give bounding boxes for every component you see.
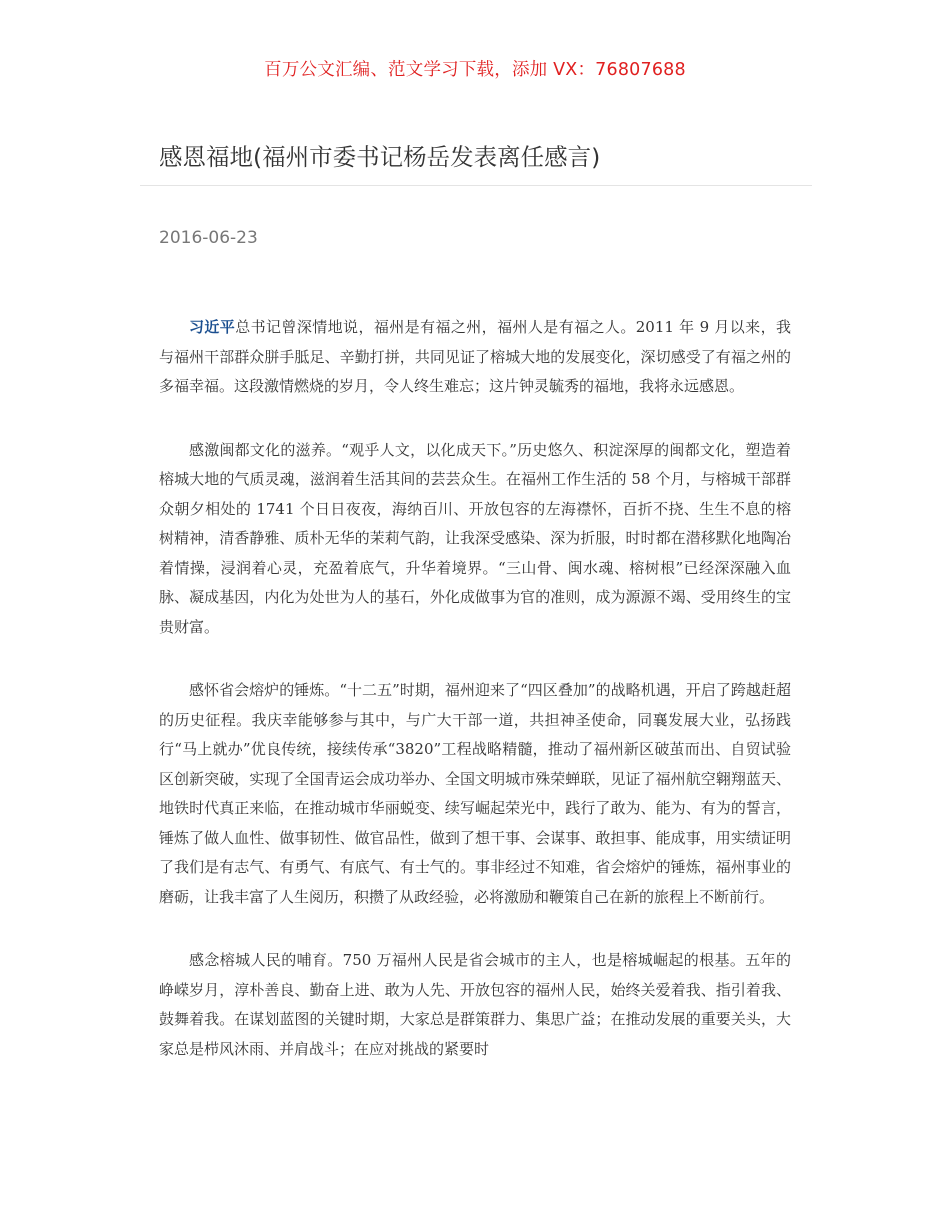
publish-date: 2016-06-23	[159, 228, 258, 248]
person-name-link[interactable]: 习近平	[189, 318, 236, 336]
paragraph-2: 感激闽都文化的滋养。“观乎人文，以化成天下。”历史悠久、积淀深厚的闽都文化，塑造着榕城大地的气质灵魂，滋润着生活其间的芸芸众生。在福州工作生活的 58 个月，与榕城干部群众朝夕相处的 1741 个日日夜夜，海纳百川、开放包容的左海襟怀，百折不挠、生生不息的榕树精神，清香静雅、质朴无华的茉莉气韵，让我深受感染、深为折服，时时都在潜移默化地陶冶着情操，浸润着心灵，充盈着底气，升华着境界。“三山骨、闽水魂、榕树根”已经深深融入血脉、凝成基因，内化为处世为人的基石，外化成做事为官的准则，成为源源不竭、受用终生的宝贵财富。	[159, 440, 791, 636]
paragraph-1-text: 总书记曾深情地说，福州是有福之州，福州人是有福之人。2011 年 9 月以来，我与福州干部群众胼手胝足、辛勤打拼，共同见证了榕城大地的发展变化，深切感受了有福之州的多福幸福。这段激情燃烧的岁月，令人终生难忘；这片钟灵毓秀的福地，我将永远感恩。	[159, 318, 791, 395]
article-body	[159, 313, 791, 1098]
promo-banner: 百万公文汇编、范文学习下载，添加 VX：76807688	[264, 60, 686, 80]
article-title: 感恩福地(福州市委书记杨岳发表离任感言)	[159, 143, 601, 171]
paragraph-4: 感念榕城人民的哺育。750 万福州人民是省会城市的主人，也是榕城崛起的根基。五年的峥嵘岁月，淳朴善良、勤奋上进、敢为人先、开放包容的福州人民，始终关爱着我、指引着我、鼓舞着我。在谋划蓝图的关键时期，大家总是群策群力、集思广益；在推动发展的重要关头，大家总是栉风沐雨、并肩战斗；在应对挑战的紧要时	[159, 951, 791, 1058]
paragraph-3: 感怀省会熔炉的锤炼。“十二五”时期，福州迎来了“四区叠加”的战略机遇，开启了跨越赶超的历史征程。我庆幸能够参与其中，与广大干部一道，共担神圣使命，同襄发展大业，弘扬践行“马上就办”优良传统，接续传承“3820”工程战略精髓，推动了福州新区破茧而出、自贸试验区创新突破，实现了全国青运会成功举办、全国文明城市殊荣蝉联，见证了福州航空翱翔蓝天、地铁时代真正来临，在推动城市华丽蜕变、续写崛起荣光中，践行了敢为、能为、有为的誓言，锤炼了做人血性、做事韧性、做官品性，做到了想干事、会谋事、敢担事、能成事，用实绩证明了我们是有志气、有勇气、有底气、有士气的。事非经过不知难，省会熔炉的锤炼，福州事业的磨砺，让我丰富了人生阅历，积攒了从政经验，必将激励和鞭策自己在新的旅程上不断前行。	[159, 681, 791, 906]
paragraph-1	[159, 313, 791, 402]
title-divider	[140, 185, 812, 186]
